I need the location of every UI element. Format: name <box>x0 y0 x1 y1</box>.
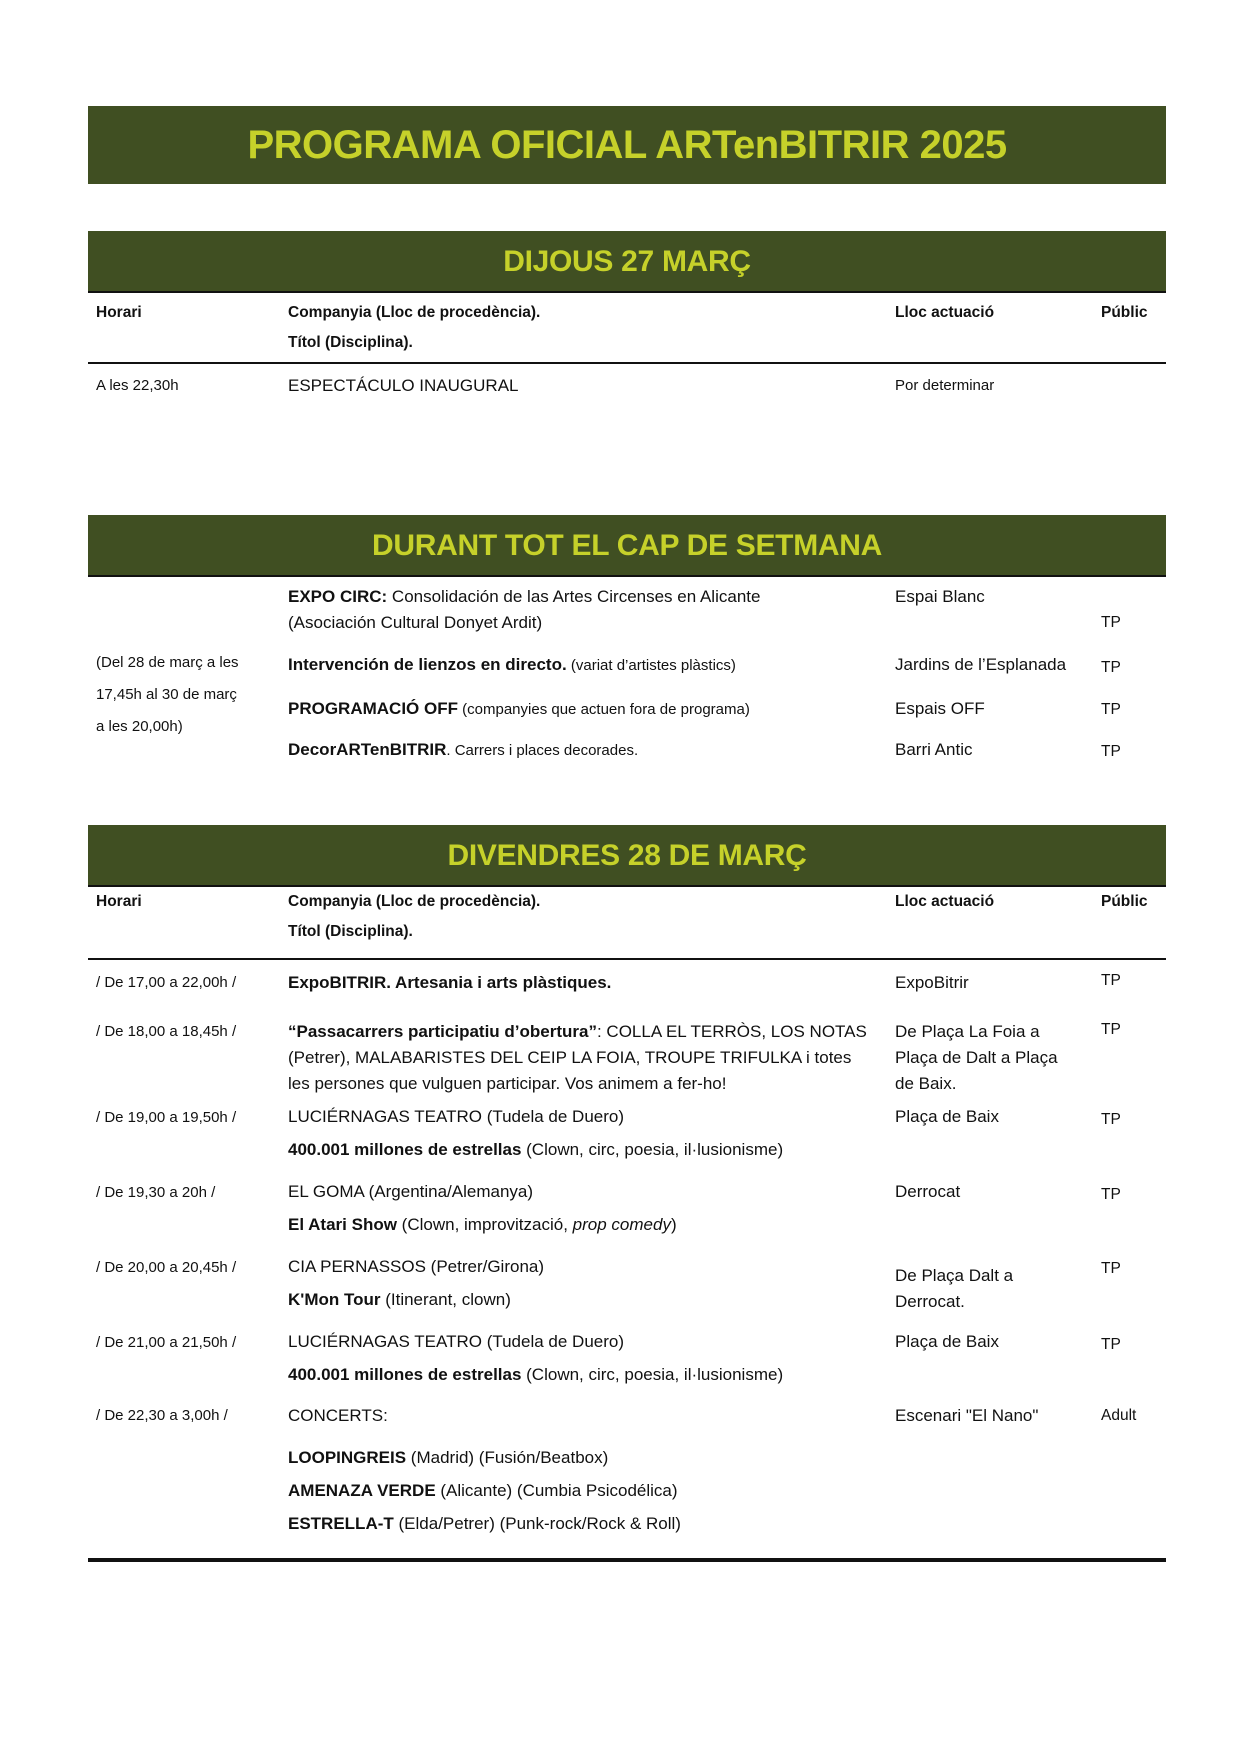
concert-details: (Alicante) (Cumbia Psicodélica) <box>435 1481 678 1500</box>
row-title-text: (Clown, circ, poesia, il·lusionisme) <box>521 1140 784 1159</box>
row-title-bold: 400.001 millones de estrellas <box>288 1140 522 1159</box>
row-horari: / De 18,00 a 18,45h / <box>96 1023 237 1040</box>
row-title-bold: PROGRAMACIÓ OFF <box>288 699 458 718</box>
row-company: LUCIÉRNAGAS TEATRO (Tudela de Duero) <box>288 1332 625 1351</box>
col-header-companyia: Companyia (Lloc de procedència). <box>288 304 541 321</box>
col-header-companyia: Companyia (Lloc de procedència). <box>288 893 541 910</box>
row-title <box>288 1137 783 1163</box>
row-lloc: Plaça de Baix <box>895 1107 999 1126</box>
row-public: TP <box>1101 1021 1121 1038</box>
concert-details: (Elda/Petrer) (Punk-rock/Rock & Roll) <box>393 1514 681 1533</box>
row-horari: / De 19,00 a 19,50h / <box>96 1109 237 1126</box>
section-heading-durant: DURANT TOT EL CAP DE SETMANA <box>88 515 1166 577</box>
horari-line: (Del 28 de març a les <box>96 654 239 671</box>
row-public: TP <box>1101 1186 1121 1203</box>
row-title-text-end: ) <box>670 1215 677 1234</box>
row-public: Adult <box>1101 1407 1137 1424</box>
row-lloc: Barri Antic <box>895 740 973 759</box>
row-title-bold: EXPO CIRC: <box>288 587 388 606</box>
row-title-text: (Itinerant, clown) <box>380 1290 511 1309</box>
table-bottom-border <box>88 1558 1166 1562</box>
row-title <box>288 1362 783 1388</box>
row-lloc: ExpoBitrir <box>895 973 969 992</box>
row-horari: / De 17,00 a 22,00h / <box>96 974 237 991</box>
col-header-horari: Horari <box>96 893 142 910</box>
row-public: TP <box>1101 1336 1121 1353</box>
row-public: TP <box>1101 1111 1121 1128</box>
lloc-line: De Plaça Dalt a <box>895 1266 1014 1285</box>
row-lloc: Espais OFF <box>895 699 985 718</box>
row-lloc: Derrocat <box>895 1182 961 1201</box>
lloc-line: De Plaça La Foia a <box>895 1022 1040 1041</box>
row-public: TP <box>1101 701 1121 718</box>
header-divider <box>88 958 1166 960</box>
row-lloc: Espai Blanc <box>895 587 985 606</box>
row-title-text: (Clown, improvització, <box>396 1215 573 1234</box>
row-title-text: (Clown, circ, poesia, il·lusionisme) <box>521 1365 784 1384</box>
row-title <box>288 584 760 610</box>
col-header-titol: Títol (Disciplina). <box>288 334 413 351</box>
row-title <box>288 696 750 723</box>
row-title-bold: “Passacarrers participatiu d’obertura” <box>288 1022 597 1041</box>
header-divider <box>88 362 1166 364</box>
row-public: TP <box>1101 614 1121 631</box>
row-title-text: : COLLA EL TERRÒS, LOS NOTAS <box>596 1022 867 1041</box>
concert-name: ESTRELLA-T <box>288 1514 394 1533</box>
row-title-line3: les persones que vulguen participar. Vos animem a fer-ho! <box>288 1074 727 1093</box>
row-title-bold: K'Mon Tour <box>288 1290 381 1309</box>
row-public: TP <box>1101 1260 1121 1277</box>
row-title <box>288 737 638 764</box>
concert-name: LOOPINGREIS <box>288 1448 407 1467</box>
row-title: ESPECTÁCULO INAUGURAL <box>288 376 519 395</box>
row-horari: / De 20,00 a 20,45h / <box>96 1259 237 1276</box>
row-title <box>288 1019 867 1045</box>
row-title-line2: (Asociación Cultural Donyet Ardit) <box>288 613 543 632</box>
concert-item <box>288 1478 678 1504</box>
concert-item <box>288 1511 681 1537</box>
row-title <box>288 1212 677 1238</box>
horari-line: 17,45h al 30 de març <box>96 686 237 703</box>
row-title-text: . Carrers i places decorades. <box>446 742 639 759</box>
row-lloc <box>895 1019 1058 1097</box>
row-company: EL GOMA (Argentina/Alemanya) <box>288 1182 534 1201</box>
row-horari: / De 22,30 a 3,00h / <box>96 1407 228 1424</box>
row-company: CONCERTS: <box>288 1406 388 1425</box>
row-lloc <box>895 1263 1013 1315</box>
section-heading-divendres: DIVENDRES 28 DE MARÇ <box>88 825 1166 887</box>
row-public: TP <box>1101 972 1121 989</box>
row-title <box>288 652 736 679</box>
col-header-public: Públic <box>1101 304 1148 321</box>
col-header-titol: Títol (Disciplina). <box>288 923 413 940</box>
durant-horari <box>96 647 239 743</box>
row-public: TP <box>1101 659 1121 676</box>
concert-details: (Madrid) (Fusión/Beatbox) <box>406 1448 609 1467</box>
col-header-horari: Horari <box>96 304 142 321</box>
concert-name: AMENAZA VERDE <box>288 1481 436 1500</box>
row-company: CIA PERNASSOS (Petrer/Girona) <box>288 1257 545 1276</box>
lloc-line: de Baix. <box>895 1074 957 1093</box>
col-header-lloc: Lloc actuació <box>895 893 995 910</box>
row-title-italic: prop comedy <box>572 1215 671 1234</box>
col-header-lloc: Lloc actuació <box>895 304 995 321</box>
row-title-bold: 400.001 millones de estrellas <box>288 1365 522 1384</box>
col-header-public: Públic <box>1101 893 1148 910</box>
row-lloc: Plaça de Baix <box>895 1332 999 1351</box>
row-company: LUCIÉRNAGAS TEATRO (Tudela de Duero) <box>288 1107 625 1126</box>
row-horari: / De 19,30 a 20h / <box>96 1184 216 1201</box>
row-lloc: Escenari "El Nano" <box>895 1406 1039 1425</box>
row-title-line2: (Petrer), MALABARISTES DEL CEIP LA FOIA, TROUPE TRIFULKA i totes <box>288 1048 852 1067</box>
page-title: PROGRAMA OFICIAL ARTenBITRIR 2025 <box>88 106 1166 184</box>
row-title <box>288 970 611 996</box>
row-title-text: (variat d’artistes plàstics) <box>566 657 736 674</box>
row-title-bold: ExpoBITRIR. Artesania i arts plàstiques. <box>288 973 612 992</box>
row-title-text: Consolidación de las Artes Circenses en Alicante <box>387 587 761 606</box>
concert-item <box>288 1445 608 1471</box>
horari-line: a les 20,00h) <box>96 718 183 735</box>
lloc-line: Plaça de Dalt a Plaça <box>895 1048 1058 1067</box>
row-lloc: Jardins de l’Esplanada <box>895 655 1067 674</box>
row-title-text: (companyies que actuen fora de programa) <box>458 701 750 718</box>
row-title <box>288 1287 511 1313</box>
row-title-bold: Intervención de lienzos en directo. <box>288 655 567 674</box>
row-title-bold: El Atari Show <box>288 1215 397 1234</box>
row-lloc: Por determinar <box>895 377 995 394</box>
row-horari: / De 21,00 a 21,50h / <box>96 1334 237 1351</box>
row-title-bold: DecorARTenBITRIR <box>288 740 447 759</box>
section-heading-dijous: DIJOUS 27 MARÇ <box>88 231 1166 293</box>
lloc-line: Derrocat. <box>895 1292 965 1311</box>
row-public: TP <box>1101 743 1121 760</box>
row-horari: A les 22,30h <box>96 377 179 394</box>
